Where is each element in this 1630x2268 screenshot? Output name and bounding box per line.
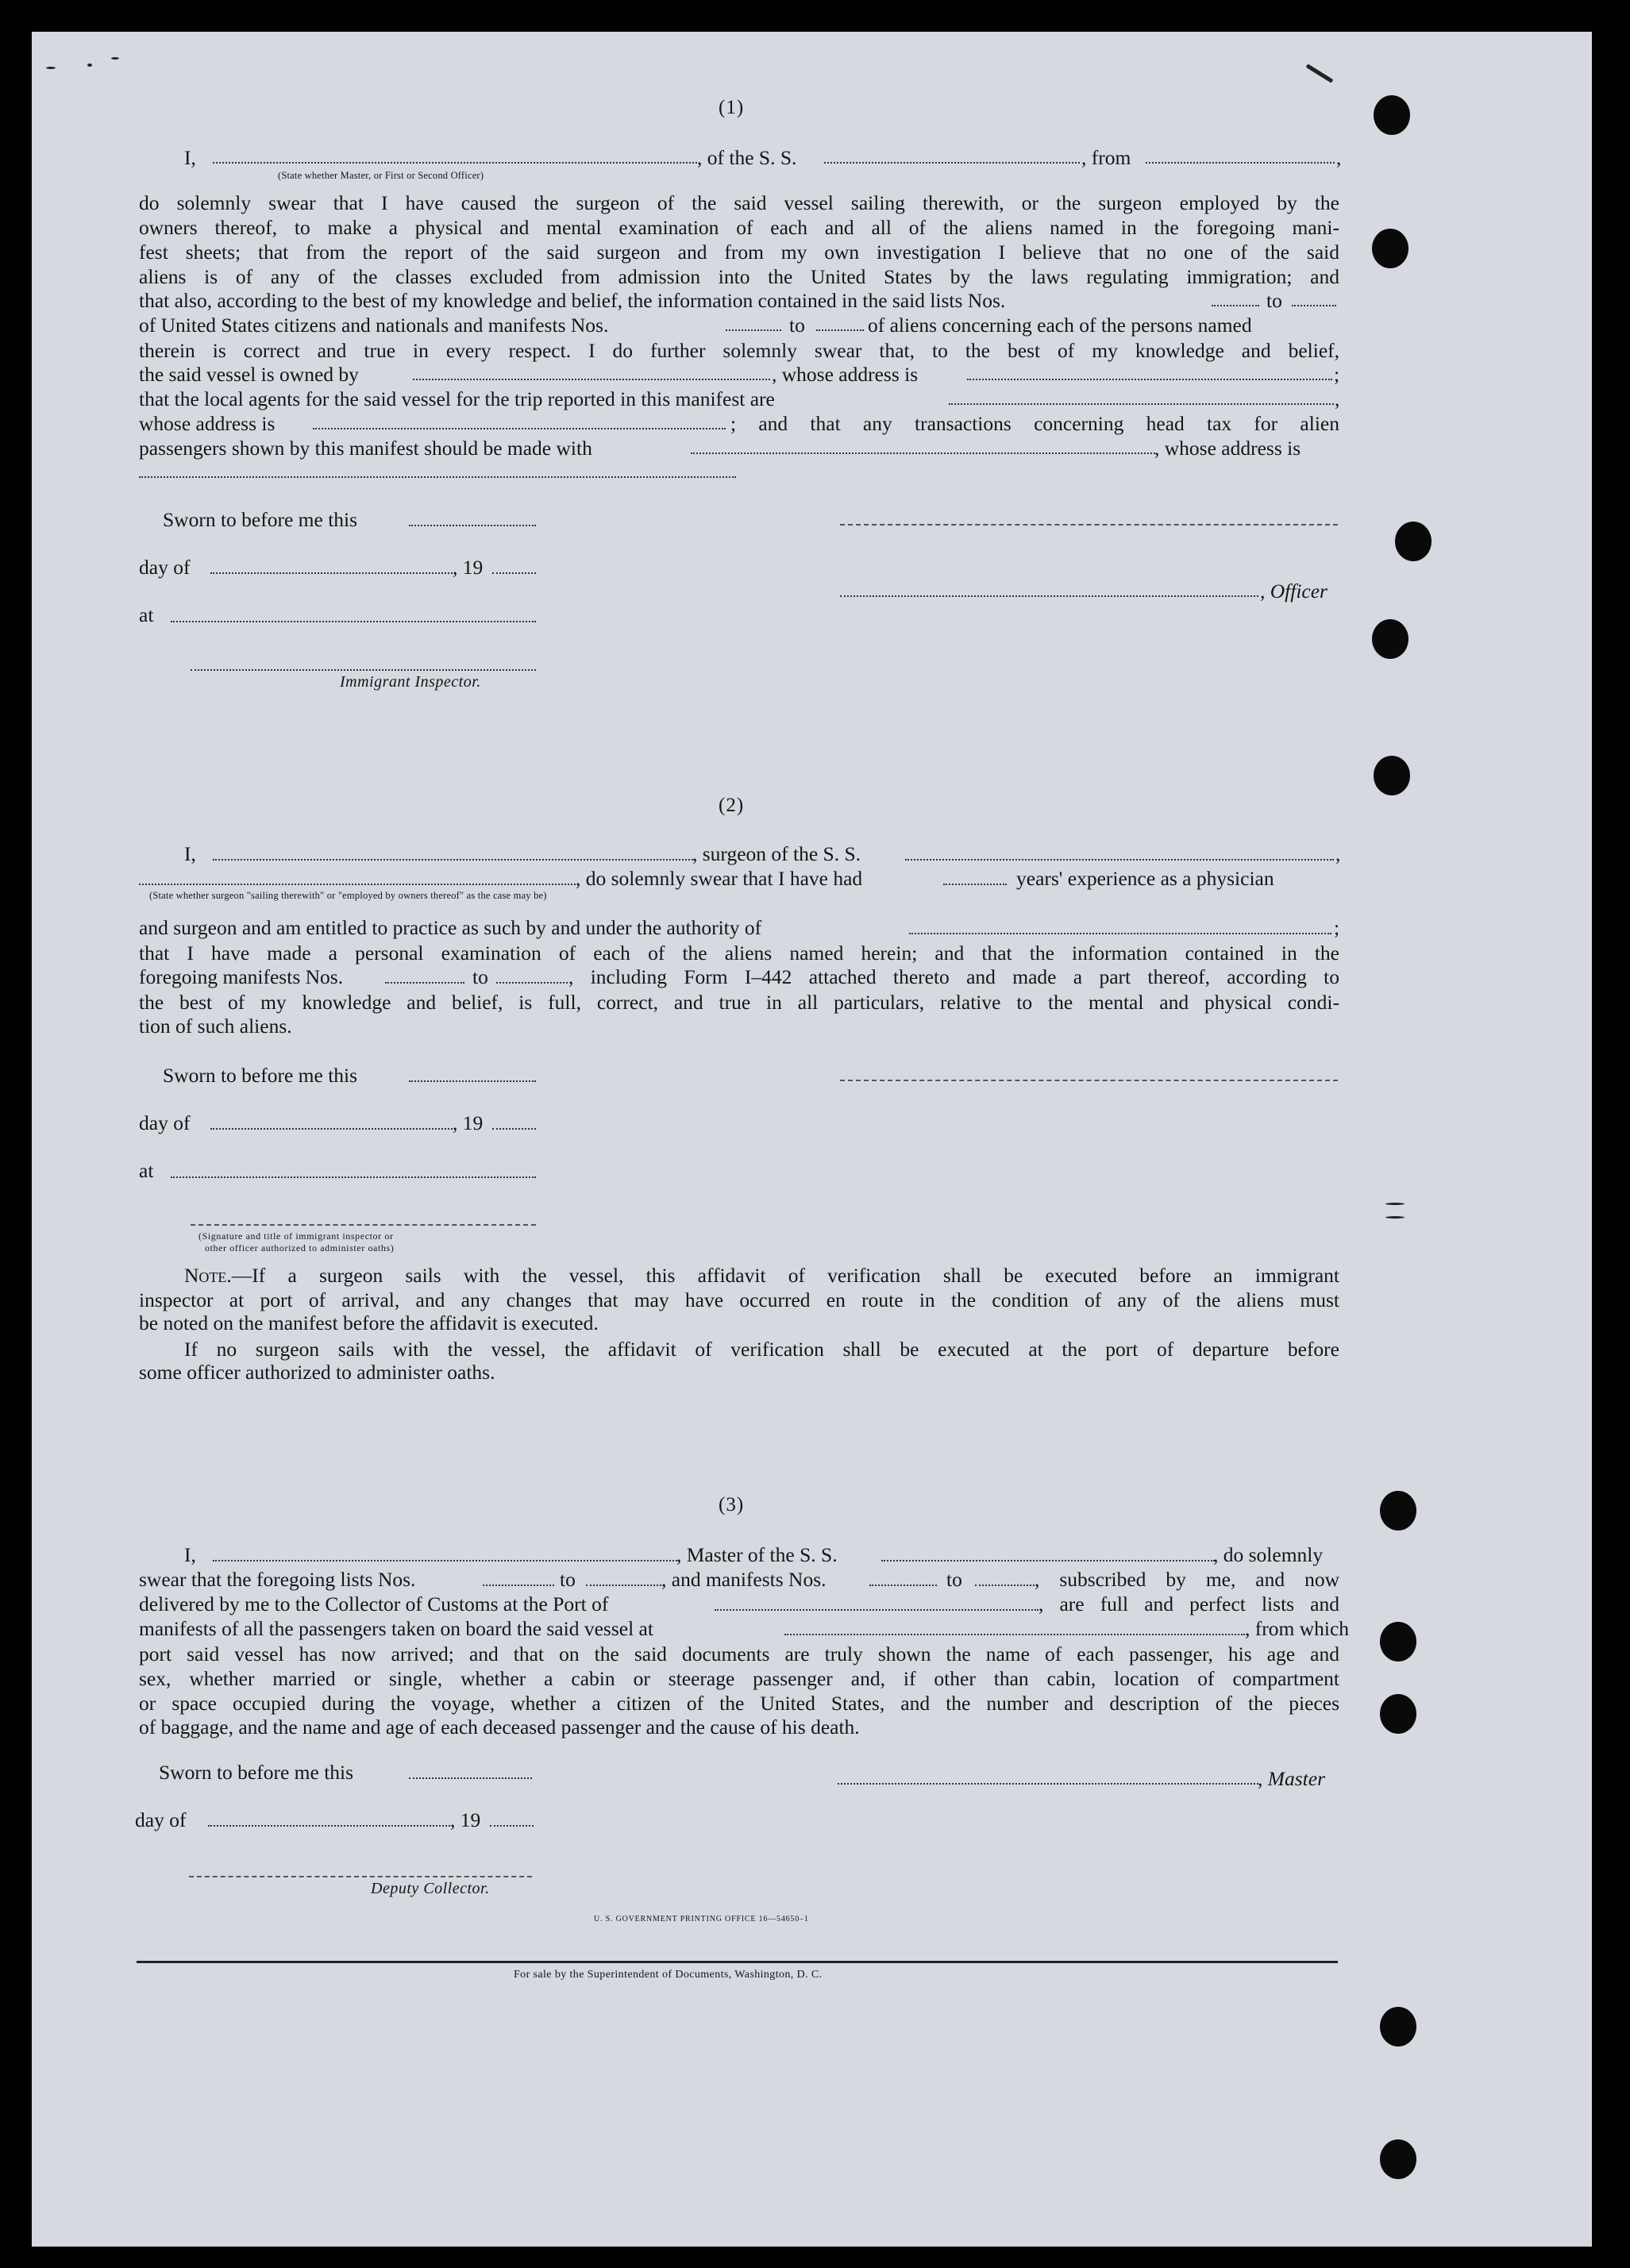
s1-manifest-no-from-field[interactable]: [726, 329, 781, 331]
s1-officer-title-field[interactable]: [213, 162, 697, 164]
s2-signature-caption: (Signature and title of immigrant inspector or: [198, 1230, 394, 1242]
s1-officer-caption: (State whether Master, or First or Second Officer): [278, 170, 484, 181]
s2-paragraph-end: tion of such aliens.: [139, 1015, 292, 1038]
s1-officer-signature-field[interactable]: [840, 595, 1258, 597]
s1-sworn-day-field[interactable]: [409, 525, 536, 526]
punch-hole: [1380, 1491, 1416, 1531]
s2-signature-line[interactable]: [840, 1080, 1338, 1081]
s1-port-from-field[interactable]: [1146, 162, 1335, 164]
s1-head-tax-contact-field[interactable]: [691, 452, 1155, 454]
s2-sworn-label: Sworn to before me this: [163, 1064, 358, 1087]
s2-foregoing-manifests: foregoing manifests Nos.: [139, 965, 344, 988]
s2-swear-text: , do solemnly swear that I have had: [576, 867, 863, 890]
s1-comma: ,: [1336, 146, 1342, 169]
s1-whose-address-is: whose address is: [139, 412, 276, 435]
s2-experience-text: years' experience as a physician: [1016, 867, 1274, 890]
punch-hole: [1372, 619, 1408, 659]
s2-manifest-from-field[interactable]: [385, 982, 464, 984]
s3-master-signature-field[interactable]: [838, 1783, 1258, 1785]
s1-head-tax-text: ; and that any transactions concerning head tax for alien: [730, 412, 1339, 435]
s1-local-agents: that the local agents for the said vessel for the trip reported in this manifest are: [139, 387, 775, 410]
s3-port-field[interactable]: [715, 1609, 1038, 1611]
s3-to: to: [946, 1568, 962, 1591]
s3-day-of-label: day of: [135, 1808, 187, 1831]
section-3-heading: (3): [719, 1494, 745, 1515]
s3-paragraph-line: or space occupied during the voyage, whether a citizen of the United States, and the number and description of the pieces: [139, 1692, 1339, 1715]
s3-do-solemnly: , do solemnly: [1213, 1543, 1324, 1566]
s2-note-line: If no surgeon sails with the vessel, the affidavit of verification shall be executed at the port of departure before: [184, 1338, 1339, 1361]
s2-inspector-signature-field[interactable]: [191, 1224, 536, 1226]
s3-deputy-label: Deputy Collector.: [371, 1880, 490, 1897]
s1-ship-name-field[interactable]: [824, 162, 1080, 164]
s3-month-field[interactable]: [208, 1825, 450, 1827]
s1-day-of-label: day of: [139, 556, 191, 579]
s2-note-line: inspector at port of arrival, and any changes that may have occurred en route in the condition of any of the aliens must: [139, 1288, 1339, 1311]
scan-speck: [46, 67, 56, 69]
s1-semicolon: ;: [1334, 363, 1340, 386]
s1-paragraph-line: do solemnly swear that I have caused the surgeon of the said vessel sailing therewith, or the surgeon employed by the: [139, 191, 1339, 214]
s1-to: to: [789, 314, 805, 337]
s1-aliens-text: of aliens concerning each of the persons named: [868, 314, 1252, 337]
s1-owner-field[interactable]: [413, 379, 770, 380]
s3-sworn-day-field[interactable]: [409, 1777, 532, 1779]
s3-sworn-label: Sworn to before me this: [159, 1761, 354, 1784]
s1-signature-line[interactable]: [840, 524, 1338, 526]
s3-paragraph-line: sex, whether married or single, whether a cabin or steerage passenger and, if other than cabin, location of compartment: [139, 1667, 1339, 1690]
s1-owner-address-field[interactable]: [967, 379, 1332, 380]
s3-master-name-field[interactable]: [213, 1560, 677, 1561]
s1-inspector-signature-field[interactable]: [191, 669, 536, 671]
s3-boarding-port-field[interactable]: [784, 1634, 1245, 1635]
s2-manifest-to-field[interactable]: [496, 982, 568, 984]
s3-paragraph-line: port said vessel has now arrived; and that on the said documents are truly shown the name of each passenger, his age and: [139, 1642, 1339, 1665]
s1-inspector-label: Immigrant Inspector.: [340, 673, 481, 691]
s3-list-to-field[interactable]: [586, 1585, 661, 1586]
s3-manifest-from-field[interactable]: [869, 1585, 937, 1586]
s3-master-label: , Master: [1258, 1767, 1325, 1790]
s2-ship-name-field[interactable]: [905, 859, 1334, 861]
s2-signature-caption: other officer authorized to administer oaths): [205, 1242, 395, 1253]
s2-note-text: —If a surgeon sails with the vessel, this affidavit of verification shall be executed before an immigrant: [231, 1264, 1339, 1287]
s2-to: to: [472, 965, 488, 988]
s1-passengers-text: passengers shown by this manifest should be made with: [139, 437, 592, 460]
punch-hole: [1380, 1694, 1416, 1734]
s3-swear-lists: swear that the foregoing lists Nos.: [139, 1568, 416, 1591]
s2-month-field[interactable]: [210, 1128, 453, 1130]
s2-at-label: at: [139, 1159, 154, 1182]
s1-from: , from: [1081, 146, 1131, 169]
s2-note-line: [184, 1264, 1339, 1288]
s3-to: to: [560, 1568, 576, 1591]
s2-i: I,: [184, 842, 196, 865]
s1-list-no-to-field[interactable]: [1292, 305, 1336, 306]
s2-note-line: be noted on the manifest before the affidavit is executed.: [139, 1311, 599, 1334]
s2-surgeon-of-ss: , surgeon of the S. S.: [692, 842, 861, 865]
scan-speck: [111, 57, 119, 60]
s1-year-prefix: , 19: [453, 556, 484, 579]
s2-at-place-field[interactable]: [171, 1176, 536, 1178]
s3-manifest-to-field[interactable]: [975, 1585, 1035, 1586]
punch-hole: [1395, 522, 1432, 561]
s3-year-field[interactable]: [490, 1825, 534, 1827]
s3-year-prefix: , 19: [450, 1808, 481, 1831]
footer-sale-note: For sale by the Superintendent of Documents, Washington, D. C.: [514, 1969, 823, 1981]
s3-full-perfect-text: , are full and perfect lists and: [1038, 1592, 1339, 1615]
scan-speck: [87, 64, 92, 67]
s2-years-field[interactable]: [943, 884, 1007, 885]
s2-surgeon-name-field[interactable]: [213, 859, 693, 861]
s1-manifest-no-to-field[interactable]: [816, 329, 864, 331]
s1-owned-by: the said vessel is owned by: [139, 363, 359, 386]
s2-authority-text: and surgeon and am entitled to practice as such by and under the authority of: [139, 916, 762, 939]
s1-whose-address-end: , whose address is: [1154, 437, 1301, 460]
punch-hole: [1374, 756, 1410, 795]
s1-paragraph-line: aliens is of any of the classes excluded from admission into the United States by the laws regulating immigration; and: [139, 265, 1339, 288]
s1-i: I,: [184, 146, 196, 169]
s1-agents-address-field[interactable]: [313, 428, 726, 429]
section-1-heading: (1): [719, 97, 745, 118]
s1-sworn-label: Sworn to before me this: [163, 508, 358, 531]
s1-officer-label: , Officer: [1260, 580, 1328, 603]
s1-list-no-from-field[interactable]: [1212, 305, 1259, 306]
s3-collector-signature-field[interactable]: [189, 1876, 532, 1877]
s2-form-text: , including Form I–442 attached thereto and made a part thereof, according to: [568, 965, 1339, 988]
s3-delivered-text: delivered by me to the Collector of Customs at the Port of: [139, 1592, 609, 1615]
s3-subscribed-text: , subscribed by me, and now: [1035, 1568, 1339, 1591]
punch-hole: [1374, 95, 1410, 135]
s2-paragraph-line: the best of my knowledge and belief, is full, correct, and true in all particulars, relative to the mental and physical condi-: [139, 991, 1339, 1014]
s1-paragraph-line: fest sheets; that from the report of the said surgeon and from my own investigation I believe that no one of the said: [139, 241, 1339, 264]
footer-rule: [137, 1961, 1338, 1963]
scan-speck: [1385, 1216, 1405, 1219]
s2-year-field[interactable]: [492, 1128, 536, 1130]
s2-note-label: Note.: [184, 1264, 232, 1287]
scan-speck: [1385, 1203, 1405, 1205]
s2-day-of-label: day of: [139, 1111, 191, 1134]
s2-paragraph-line: that I have made a personal examination of each of the aliens named herein; and that the information contained in the: [139, 941, 1339, 965]
punch-hole: [1372, 229, 1408, 268]
s1-paragraph-line: therein is correct and true in every respect. I do further solemnly swear that, to the best of my knowledge and belief,: [139, 339, 1339, 362]
s1-contact-address-field[interactable]: [139, 476, 736, 478]
s2-authority-field[interactable]: [909, 933, 1331, 934]
s3-list-from-field[interactable]: [483, 1585, 554, 1586]
s1-manifests-text: of United States citizens and nationals and manifests Nos.: [139, 314, 609, 337]
s3-paragraph-end: of baggage, and the name and age of each deceased passenger and the cause of his death.: [139, 1715, 860, 1739]
s2-note-line: some officer authorized to administer oaths.: [139, 1361, 495, 1384]
s1-to: to: [1266, 289, 1282, 312]
s2-sworn-day-field[interactable]: [409, 1080, 536, 1082]
s3-from-which: , from which: [1245, 1617, 1350, 1640]
s1-lists-text: that also, according to the best of my knowledge and belief, the information contained in the said lists Nos.: [139, 289, 1006, 312]
s1-agents-field[interactable]: [949, 403, 1334, 405]
gpo-imprint: U. S. GOVERNMENT PRINTING OFFICE 16—54650–1: [594, 1915, 809, 1923]
s1-year-field[interactable]: [492, 572, 536, 574]
s1-at-place-field[interactable]: [171, 621, 536, 622]
punch-hole: [1380, 2139, 1416, 2179]
s1-month-field[interactable]: [210, 572, 453, 574]
s2-year-prefix: , 19: [453, 1111, 484, 1134]
s2-comma: ,: [1335, 842, 1341, 865]
s2-status-caption: (State whether surgeon "sailing therewith" or "employed by owners thereof" as the case may be): [149, 890, 547, 901]
s3-ship-name-field[interactable]: [881, 1560, 1215, 1561]
s3-manifests-text: manifests of all the passengers taken on board the said vessel at: [139, 1617, 653, 1640]
s2-surgeon-status-field[interactable]: [139, 884, 576, 885]
s3-and-manifests: , and manifests Nos.: [661, 1568, 827, 1591]
s1-whose-address: , whose address is: [772, 363, 919, 386]
s1-at-label: at: [139, 603, 154, 626]
s1-comma: ,: [1335, 387, 1340, 410]
s1-paragraph-line: owners thereof, to make a physical and mental examination of each and all of the aliens named in the foregoing mani-: [139, 216, 1339, 239]
s3-i: I,: [184, 1543, 196, 1566]
s3-master-of-ss: , Master of the S. S.: [676, 1543, 838, 1566]
punch-hole: [1380, 2007, 1416, 2047]
punch-hole: [1380, 1622, 1416, 1662]
s2-semicolon: ;: [1334, 916, 1340, 939]
section-2-heading: (2): [719, 795, 745, 816]
s1-of-ss: , of the S. S.: [697, 146, 797, 169]
